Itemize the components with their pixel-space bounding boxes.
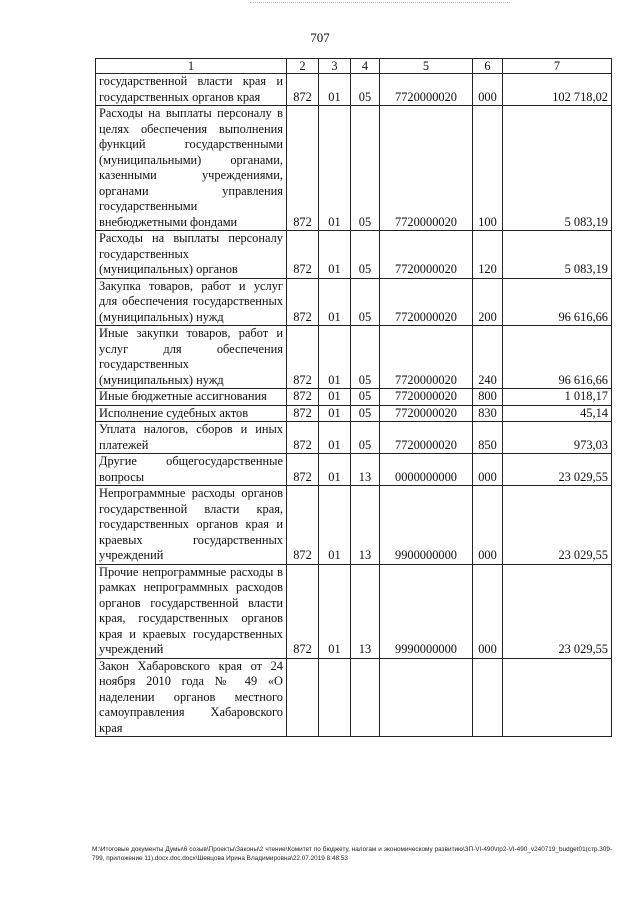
column-header: 2 bbox=[287, 59, 319, 74]
subsection-code-cell: 05 bbox=[351, 422, 380, 454]
amount-cell: 96 616,66 bbox=[503, 278, 612, 326]
ministry-code-cell: 872 bbox=[287, 106, 319, 231]
row-name-cell: Уплата налогов, сборов и иных платежей bbox=[96, 422, 287, 454]
expense-type-cell: 200 bbox=[473, 278, 503, 326]
row-name-cell: государственной власти края и государственных органов края bbox=[96, 74, 287, 106]
table-row bbox=[96, 389, 612, 406]
row-name-cell: Непрограммные расходы органов государственной власти края, государственных органов края и краевых государственных учреждений bbox=[96, 486, 287, 565]
expense-type-cell: 100 bbox=[473, 106, 503, 231]
expense-type-cell: 120 bbox=[473, 231, 503, 279]
expense-type-cell: 800 bbox=[473, 389, 503, 406]
row-name-cell: Другие общегосударственные вопросы bbox=[96, 454, 287, 486]
section-code-cell: 01 bbox=[319, 564, 351, 658]
ministry-code-cell: 872 bbox=[287, 326, 319, 389]
row-name-cell: Исполнение судебных актов bbox=[96, 405, 287, 422]
subsection-code-cell: 05 bbox=[351, 106, 380, 231]
subsection-code-cell: 05 bbox=[351, 389, 380, 406]
document-footer-path: M:\Итоговые документы Думы\6 созыв\Проекты\Законы\2 чтение\Комитет по бюджету, налогам и экономическому развитию\ЗП-VI-490\пр2-VI-490_v240719_budget01(стр.309-799, приложение 11).docx.doc.docx\Шевцова Ирина Владимировна\22.07.2019 8:48:53 bbox=[92, 846, 612, 862]
ministry-code-cell: 872 bbox=[287, 454, 319, 486]
column-header: 3 bbox=[319, 59, 351, 74]
table-row bbox=[96, 405, 612, 422]
scan-top-artifact bbox=[250, 2, 510, 4]
expense-type-cell: 000 bbox=[473, 564, 503, 658]
column-header: 6 bbox=[473, 59, 503, 74]
row-name-cell: Иные закупки товаров, работ и услуг для обеспечения государственных (муниципальных) нужд bbox=[96, 326, 287, 389]
section-code-cell: 01 bbox=[319, 389, 351, 406]
section-code-cell bbox=[319, 658, 351, 737]
table-row bbox=[96, 278, 612, 326]
ministry-code-cell: 872 bbox=[287, 74, 319, 106]
amount-cell: 23 029,55 bbox=[503, 564, 612, 658]
amount-cell bbox=[503, 658, 612, 737]
section-code-cell: 01 bbox=[319, 405, 351, 422]
amount-cell: 973,03 bbox=[503, 422, 612, 454]
expense-type-cell: 850 bbox=[473, 422, 503, 454]
table-row bbox=[96, 106, 612, 231]
amount-cell: 96 616,66 bbox=[503, 326, 612, 389]
table-header-row bbox=[96, 59, 612, 74]
target-article-cell: 0000000000 bbox=[380, 454, 473, 486]
subsection-code-cell: 05 bbox=[351, 326, 380, 389]
row-name-cell: Расходы на выплаты персоналу государственных (муниципальных) органов bbox=[96, 231, 287, 279]
amount-cell: 23 029,55 bbox=[503, 486, 612, 565]
section-code-cell: 01 bbox=[319, 106, 351, 231]
amount-cell: 5 083,19 bbox=[503, 231, 612, 279]
subsection-code-cell: 05 bbox=[351, 278, 380, 326]
subsection-code-cell: 05 bbox=[351, 405, 380, 422]
row-name-cell: Расходы на выплаты персоналу в целях обеспечения выполнения функций государственными (муниципальными) органами, казенными учреждениями, органами управления государственными внебюджетными фондами bbox=[96, 106, 287, 231]
table-row bbox=[96, 564, 612, 658]
table-row bbox=[96, 231, 612, 279]
table-row bbox=[96, 422, 612, 454]
expense-type-cell: 830 bbox=[473, 405, 503, 422]
budget-table bbox=[95, 58, 612, 737]
amount-cell: 23 029,55 bbox=[503, 454, 612, 486]
section-code-cell: 01 bbox=[319, 486, 351, 565]
section-code-cell: 01 bbox=[319, 454, 351, 486]
target-article-cell: 7720000020 bbox=[380, 106, 473, 231]
target-article-cell: 7720000020 bbox=[380, 389, 473, 406]
page-number: 707 bbox=[310, 30, 330, 45]
ministry-code-cell bbox=[287, 658, 319, 737]
section-code-cell: 01 bbox=[319, 422, 351, 454]
column-header: 5 bbox=[380, 59, 473, 74]
expense-type-cell: 000 bbox=[473, 486, 503, 565]
expense-type-cell bbox=[473, 658, 503, 737]
ministry-code-cell: 872 bbox=[287, 231, 319, 279]
target-article-cell bbox=[380, 658, 473, 737]
ministry-code-cell: 872 bbox=[287, 564, 319, 658]
ministry-code-cell: 872 bbox=[287, 486, 319, 565]
amount-cell: 45,14 bbox=[503, 405, 612, 422]
subsection-code-cell: 05 bbox=[351, 231, 380, 279]
table-row bbox=[96, 74, 612, 106]
subsection-code-cell: 13 bbox=[351, 454, 380, 486]
table-row bbox=[96, 486, 612, 565]
target-article-cell: 7720000020 bbox=[380, 422, 473, 454]
subsection-code-cell: 13 bbox=[351, 564, 380, 658]
target-article-cell: 7720000020 bbox=[380, 231, 473, 279]
expense-type-cell: 000 bbox=[473, 74, 503, 106]
column-header: 4 bbox=[351, 59, 380, 74]
expense-type-cell: 000 bbox=[473, 454, 503, 486]
amount-cell: 5 083,19 bbox=[503, 106, 612, 231]
ministry-code-cell: 872 bbox=[287, 405, 319, 422]
row-name-cell: Закон Хабаровского края от 24 ноября 2010 года № 49 «О наделении органов местного самоуправления Хабаровского края bbox=[96, 658, 287, 737]
row-name-cell: Прочие непрограммные расходы в рамках непрограммных расходов органов государственной власти края, государственных органов края и краевых государственных учреждений bbox=[96, 564, 287, 658]
row-name-cell: Иные бюджетные ассигнования bbox=[96, 389, 287, 406]
ministry-code-cell: 872 bbox=[287, 422, 319, 454]
ministry-code-cell: 872 bbox=[287, 389, 319, 406]
target-article-cell: 7720000020 bbox=[380, 278, 473, 326]
row-name-cell: Закупка товаров, работ и услуг для обеспечения государственных (муниципальных) нужд bbox=[96, 278, 287, 326]
section-code-cell: 01 bbox=[319, 231, 351, 279]
column-header: 7 bbox=[503, 59, 612, 74]
target-article-cell: 7720000020 bbox=[380, 74, 473, 106]
target-article-cell: 9900000000 bbox=[380, 486, 473, 565]
expense-type-cell: 240 bbox=[473, 326, 503, 389]
table-row bbox=[96, 658, 612, 737]
subsection-code-cell: 05 bbox=[351, 74, 380, 106]
amount-cell: 102 718,02 bbox=[503, 74, 612, 106]
table-row bbox=[96, 326, 612, 389]
target-article-cell: 7720000020 bbox=[380, 326, 473, 389]
amount-cell: 1 018,17 bbox=[503, 389, 612, 406]
section-code-cell: 01 bbox=[319, 74, 351, 106]
subsection-code-cell bbox=[351, 658, 380, 737]
section-code-cell: 01 bbox=[319, 278, 351, 326]
target-article-cell: 7720000020 bbox=[380, 405, 473, 422]
target-article-cell: 9990000000 bbox=[380, 564, 473, 658]
column-header: 1 bbox=[96, 59, 287, 74]
ministry-code-cell: 872 bbox=[287, 278, 319, 326]
subsection-code-cell: 13 bbox=[351, 486, 380, 565]
section-code-cell: 01 bbox=[319, 326, 351, 389]
table-row bbox=[96, 454, 612, 486]
